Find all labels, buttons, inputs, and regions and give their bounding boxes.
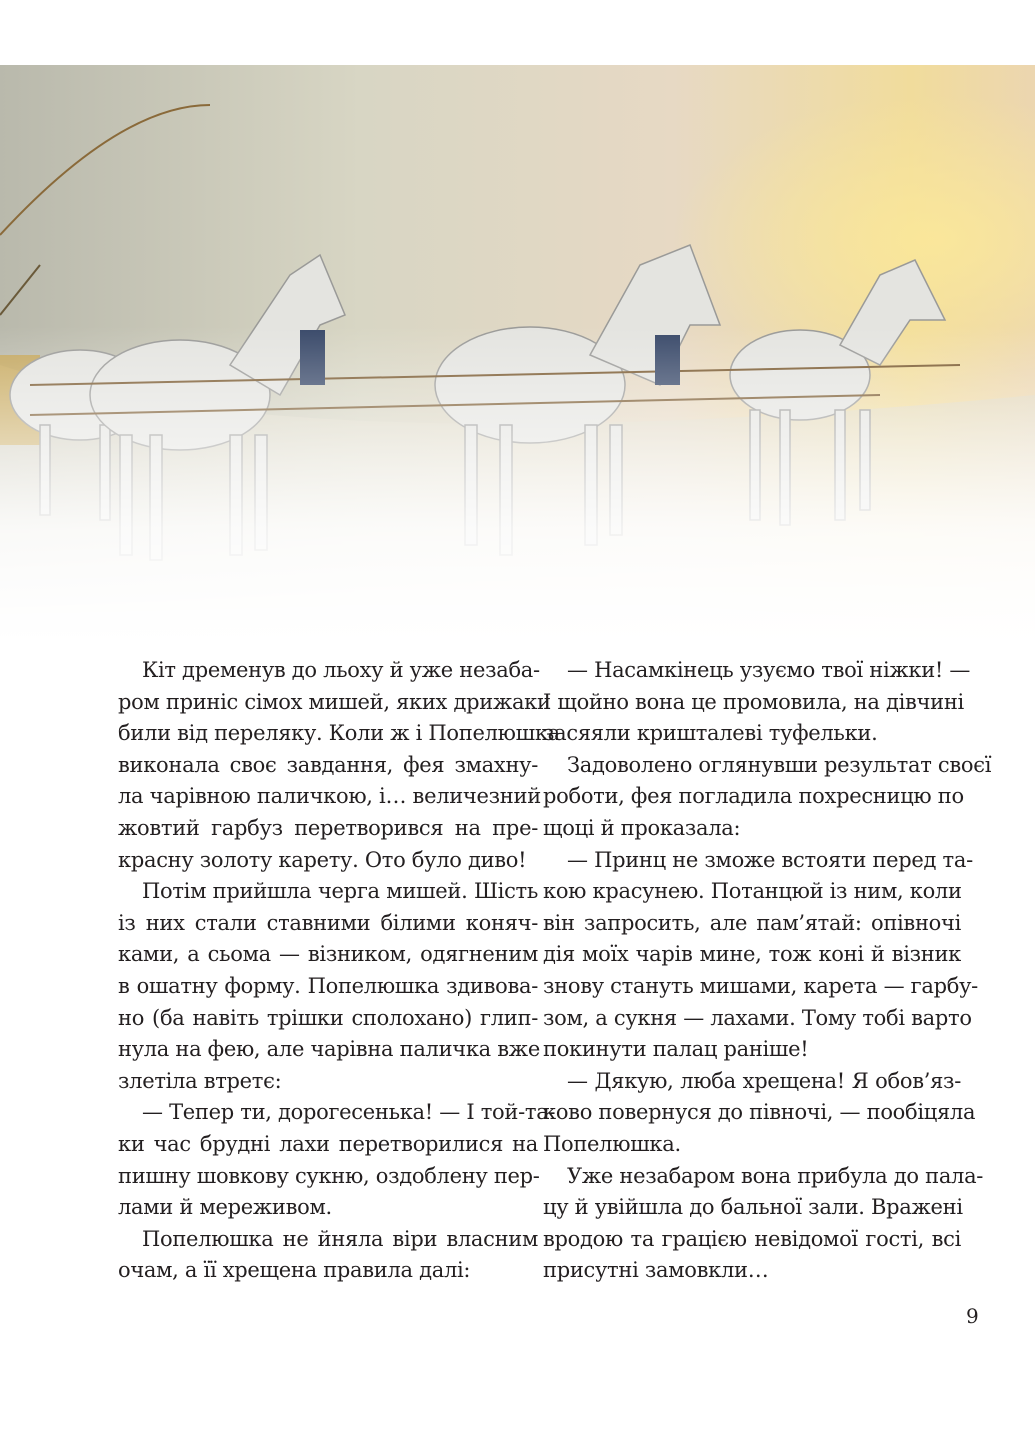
- text-line: засяяли кришталеві туфельки.: [543, 721, 878, 746]
- text-line: пишну шовкову сукню, оздоблену пер-: [118, 1163, 540, 1188]
- text-line: роботи, фея погладила похресницю по: [543, 784, 964, 809]
- paragraph: [118, 1097, 556, 1223]
- text-line: вродою та грацією невідомої гості, всі: [543, 1226, 961, 1251]
- text-line: Уже незабаром вона прибула до пала-: [567, 1163, 984, 1188]
- text-line: Попелюшка.: [543, 1131, 681, 1156]
- page-number: 9: [966, 1304, 979, 1328]
- text-column-right: [543, 655, 992, 1287]
- paragraph: [543, 1161, 984, 1287]
- text-line: цу й увійшла до бальної зали. Вражені: [543, 1195, 963, 1220]
- text-line: жовтий гарбуз перетворився на пре-: [118, 815, 538, 840]
- text-line: злетіла втретє:: [118, 1068, 282, 1093]
- text-line: Потім прийшла черга мишей. Шість: [142, 879, 538, 904]
- text-line: но (ба навіть трішки сполохано) глип-: [118, 1005, 538, 1030]
- text-line: лами й мереживом.: [118, 1195, 332, 1220]
- paragraph: [543, 655, 971, 750]
- text-line: щоці й проказала:: [543, 815, 741, 840]
- text-line: присутні замовкли…: [543, 1258, 769, 1283]
- text-line: ла чарівною паличкою, і… величезний: [118, 784, 541, 809]
- text-line: зом, а сукня — лахами. Тому тобі варто: [543, 1005, 972, 1030]
- text-line: — Принц не зможе встояти перед та-: [567, 847, 973, 872]
- text-line: били від переляку. Коли ж і Попелюшка: [118, 721, 560, 746]
- text-line: він запросить, але пам’ятай: опівночі: [543, 910, 961, 935]
- text-line: знову стануть мишами, карета — гарбу-: [543, 973, 978, 998]
- paragraph: [118, 655, 560, 876]
- text-line: ки час брудні лахи перетворилися на: [118, 1131, 538, 1156]
- horses-illustration: [0, 65, 1035, 645]
- text-line: І щойно вона це промовила, на дівчині: [543, 689, 964, 714]
- paragraph: [543, 1066, 976, 1161]
- text-line: Задоволено оглянувши результат своєї: [567, 752, 992, 777]
- text-line: — Тепер ти, дорогесенька! — І той-та-: [142, 1100, 556, 1125]
- paragraph: [118, 1224, 538, 1287]
- text-line: Попелюшка не йняла віри власним: [142, 1226, 538, 1251]
- text-line: Кіт дременув до льоху й уже незаба-: [142, 658, 540, 682]
- text-line: дія моїх чарів мине, тож коні й візник: [543, 942, 961, 967]
- text-line: покинути палац раніше!: [543, 1037, 809, 1062]
- text-line: кою красунею. Потанцюй із ним, коли: [543, 879, 962, 904]
- text-line: ками, а сьома — візником, одягненим: [118, 942, 538, 967]
- text-line: нула на фею, але чарівна паличка вже: [118, 1037, 540, 1062]
- text-line: — Насамкінець узуємо твої ніжки! —: [567, 658, 971, 682]
- paragraph: [543, 845, 978, 1066]
- paragraph: [118, 876, 538, 1097]
- text-line: красну золоту карету. Ото було диво!: [118, 847, 527, 872]
- text-line: ром приніс сімох мишей, яких дрижаки: [118, 689, 551, 714]
- text-line: виконала своє завдання, фея змахну-: [118, 752, 538, 777]
- text-line: — Дякую, люба хрещена! Я обов’яз-: [567, 1068, 961, 1093]
- text-line: із них стали ставними білими коняч-: [118, 910, 538, 935]
- paragraph: [543, 750, 992, 845]
- text-line: в ошатну форму. Попелюшка здивова-: [118, 973, 538, 998]
- text-line: очам, а її хрещена правила далі:: [118, 1258, 471, 1283]
- text-column-left: [118, 655, 560, 1287]
- text-line: ково повернуся до півночі, — пообіцяла: [543, 1100, 976, 1125]
